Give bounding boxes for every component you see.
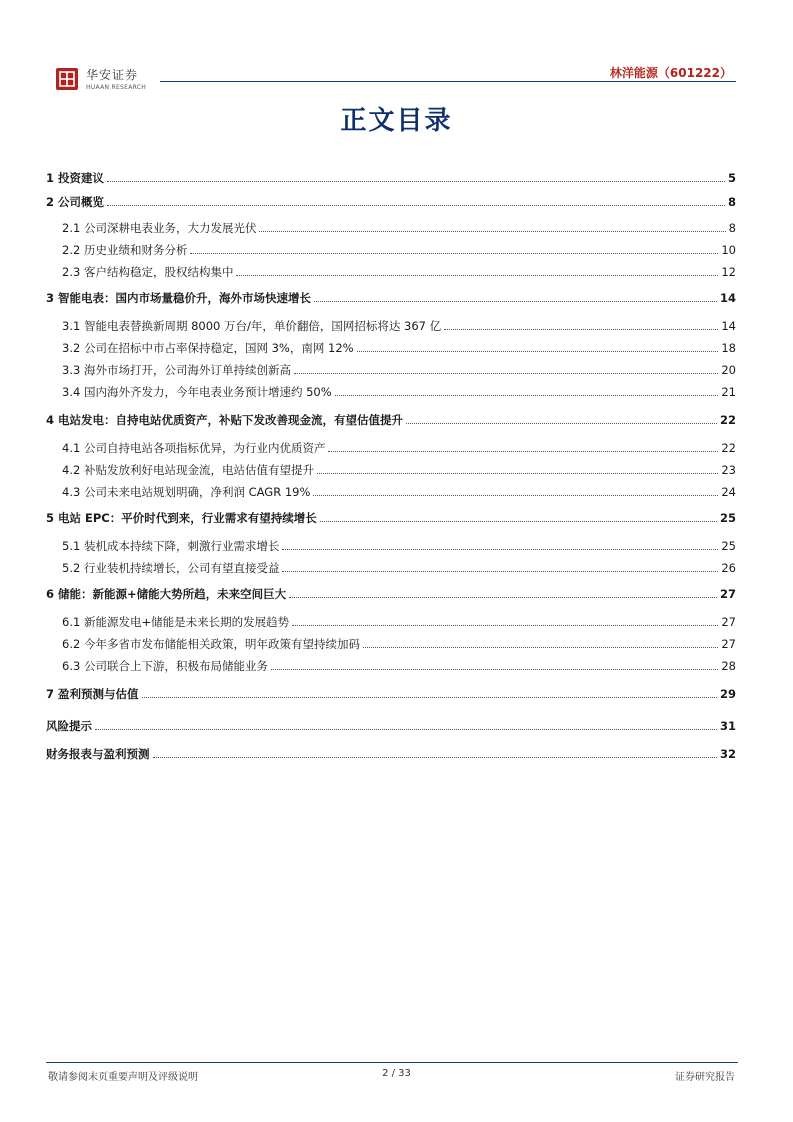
toc-entry-page: 22 <box>721 441 736 455</box>
page-header <box>56 64 736 96</box>
toc-entry[interactable] <box>46 461 736 477</box>
toc-leader-dots <box>107 205 725 206</box>
toc-entry[interactable] <box>46 411 736 427</box>
toc-entry-label: 1 投资建议 <box>46 171 105 185</box>
toc-leader-dots <box>357 351 719 352</box>
toc-entry[interactable] <box>46 559 736 575</box>
toc-leader-dots <box>292 625 718 626</box>
toc-entry[interactable] <box>46 745 736 761</box>
toc-entry-label: 4 电站发电：自持电站优质资产，补贴下发改善现金流，有望估值提升 <box>46 413 404 427</box>
toc-entry[interactable] <box>46 439 736 455</box>
toc-entry-page: 20 <box>721 363 736 377</box>
toc-leader-dots <box>236 275 718 276</box>
toc-entry-label: 2.3 客户结构稳定，股权结构集中 <box>62 265 234 279</box>
page-number: 2 / 33 <box>382 1068 411 1079</box>
toc-leader-dots <box>444 329 718 330</box>
toc-entry-page: 29 <box>719 687 736 701</box>
toc-leader-dots <box>363 647 718 648</box>
toc-entry-page: 14 <box>719 291 736 305</box>
huaan-logo-icon <box>56 68 78 90</box>
toc-leader-dots <box>282 549 718 550</box>
toc-entry-page: 18 <box>721 341 736 355</box>
toc-entry[interactable] <box>46 383 736 399</box>
toc-entry[interactable] <box>46 657 736 673</box>
toc-entry-page: 24 <box>721 485 736 499</box>
toc-entry-label: 3 智能电表：国内市场量稳价升，海外市场快速增长 <box>46 291 312 305</box>
toc-entry-label: 3.1 智能电表替换新周期 8000 万台/年，单价翻倍，国网招标将达 367 亿 <box>62 319 442 333</box>
toc-leader-dots <box>406 423 717 424</box>
toc-entry-label: 2 公司概览 <box>46 195 105 209</box>
toc-entry-page: 27 <box>719 587 736 601</box>
header-divider <box>160 81 736 82</box>
toc-entry-label: 2.1 公司深耕电表业务，大力发展光伏 <box>62 221 257 235</box>
toc-entry-label: 2.2 历史业绩和财务分析 <box>62 243 188 257</box>
toc-entry-label: 7 盈利预测与估值 <box>46 687 139 701</box>
toc-entry-page: 22 <box>719 413 736 427</box>
logo-chinese-name: 华安证券 <box>86 68 139 82</box>
toc-entry-page: 31 <box>719 719 736 733</box>
toc-entry-label: 5.1 装机成本持续下降，刺激行业需求增长 <box>62 539 280 553</box>
toc-entry[interactable] <box>46 219 736 235</box>
toc-entry[interactable] <box>46 169 736 185</box>
toc-entry-page: 14 <box>721 319 736 333</box>
toc-leader-dots <box>313 495 718 496</box>
toc-entry-page: 26 <box>721 561 736 575</box>
footer-report-type: 证券研究报告 <box>675 1072 735 1083</box>
toc-entry-label: 4.3 公司未来电站规划明确，净利润 CAGR 19% <box>62 485 311 499</box>
toc-entry-page: 23 <box>721 463 736 477</box>
toc-entry[interactable] <box>46 193 736 209</box>
toc-leader-dots <box>294 373 718 374</box>
toc-entry[interactable] <box>46 685 736 701</box>
toc-entry-label: 6.1 新能源发电+储能是未来长期的发展趋势 <box>62 615 290 629</box>
toc-leader-dots <box>271 669 718 670</box>
toc-entry-page: 27 <box>721 637 736 651</box>
toc-entry[interactable] <box>46 717 736 733</box>
toc-entry-page: 8 <box>728 221 736 235</box>
toc-entry-page: 32 <box>719 747 736 761</box>
toc-entry-page: 27 <box>721 615 736 629</box>
toc-entry[interactable] <box>46 613 736 629</box>
toc-entry-page: 12 <box>721 265 736 279</box>
toc-entry[interactable] <box>46 289 736 305</box>
toc-entry-page: 28 <box>721 659 736 673</box>
toc-leader-dots <box>328 451 718 452</box>
toc-entry-label: 5.2 行业装机持续增长，公司有望直接受益 <box>62 561 280 575</box>
toc-entry[interactable] <box>46 509 736 525</box>
toc-entry-label: 风险提示 <box>46 719 92 733</box>
toc-leader-dots <box>190 253 718 254</box>
footer-disclaimer: 敬请参阅末页重要声明及评级说明 <box>48 1072 198 1083</box>
toc-leader-dots <box>282 571 718 572</box>
toc-entry-label: 财务报表与盈利预测 <box>46 747 150 761</box>
toc-entry[interactable] <box>46 361 736 377</box>
toc-entry-page: 21 <box>721 385 736 399</box>
toc-entry-label: 6.2 今年多省市发布储能相关政策，明年政策有望持续加码 <box>62 637 360 651</box>
toc-leader-dots <box>142 697 717 698</box>
toc-entry-page: 5 <box>727 171 736 185</box>
toc-entry[interactable] <box>46 585 736 601</box>
toc-leader-dots <box>259 231 725 232</box>
toc-entry[interactable] <box>46 263 736 279</box>
toc-entry-label: 3.3 海外市场打开，公司海外订单持续创新高 <box>62 363 291 377</box>
toc-entry-page: 25 <box>719 511 736 525</box>
toc-entry-label: 6.3 公司联合上下游，积极布局储能业务 <box>62 659 268 673</box>
toc-entry-label: 5 电站 EPC：平价时代到来，行业需求有望持续增长 <box>46 511 317 525</box>
toc-entry[interactable] <box>46 635 736 651</box>
toc-leader-dots <box>95 729 717 730</box>
footer-divider <box>46 1062 738 1063</box>
toc-entry-label: 3.2 公司在招标中市占率保持稳定，国网 3%，南网 12% <box>62 341 354 355</box>
toc-leader-dots <box>317 473 718 474</box>
toc-leader-dots <box>153 757 717 758</box>
toc-entry-label: 6 储能：新能源+储能大势所趋，未来空间巨大 <box>46 587 287 601</box>
toc-entry-label: 4.2 补贴发放利好电站现金流，电站估值有望提升 <box>62 463 314 477</box>
toc-entry[interactable] <box>46 317 736 333</box>
toc-entry-page: 10 <box>721 243 736 257</box>
toc-entry[interactable] <box>46 339 736 355</box>
toc-entry[interactable] <box>46 537 736 553</box>
toc-leader-dots <box>335 395 719 396</box>
toc-entry[interactable] <box>46 483 736 499</box>
toc-entry-page: 8 <box>727 195 736 209</box>
logo-english-name: HUAAN RESEARCH <box>86 84 147 91</box>
toc-leader-dots <box>314 301 717 302</box>
toc-leader-dots <box>289 597 717 598</box>
toc-entry[interactable] <box>46 241 736 257</box>
page-title: 正文目录 <box>340 106 453 136</box>
toc-leader-dots <box>107 181 725 182</box>
toc-entry-label: 3.4 国内海外齐发力，今年电表业务预计增速约 50% <box>62 385 332 399</box>
toc-entry-label: 4.1 公司自持电站各项指标优异，为行业内优质资产 <box>62 441 326 455</box>
header-company-code: 林洋能源（601222） <box>609 66 732 80</box>
toc-entry-page: 25 <box>721 539 736 553</box>
toc-leader-dots <box>320 521 717 522</box>
